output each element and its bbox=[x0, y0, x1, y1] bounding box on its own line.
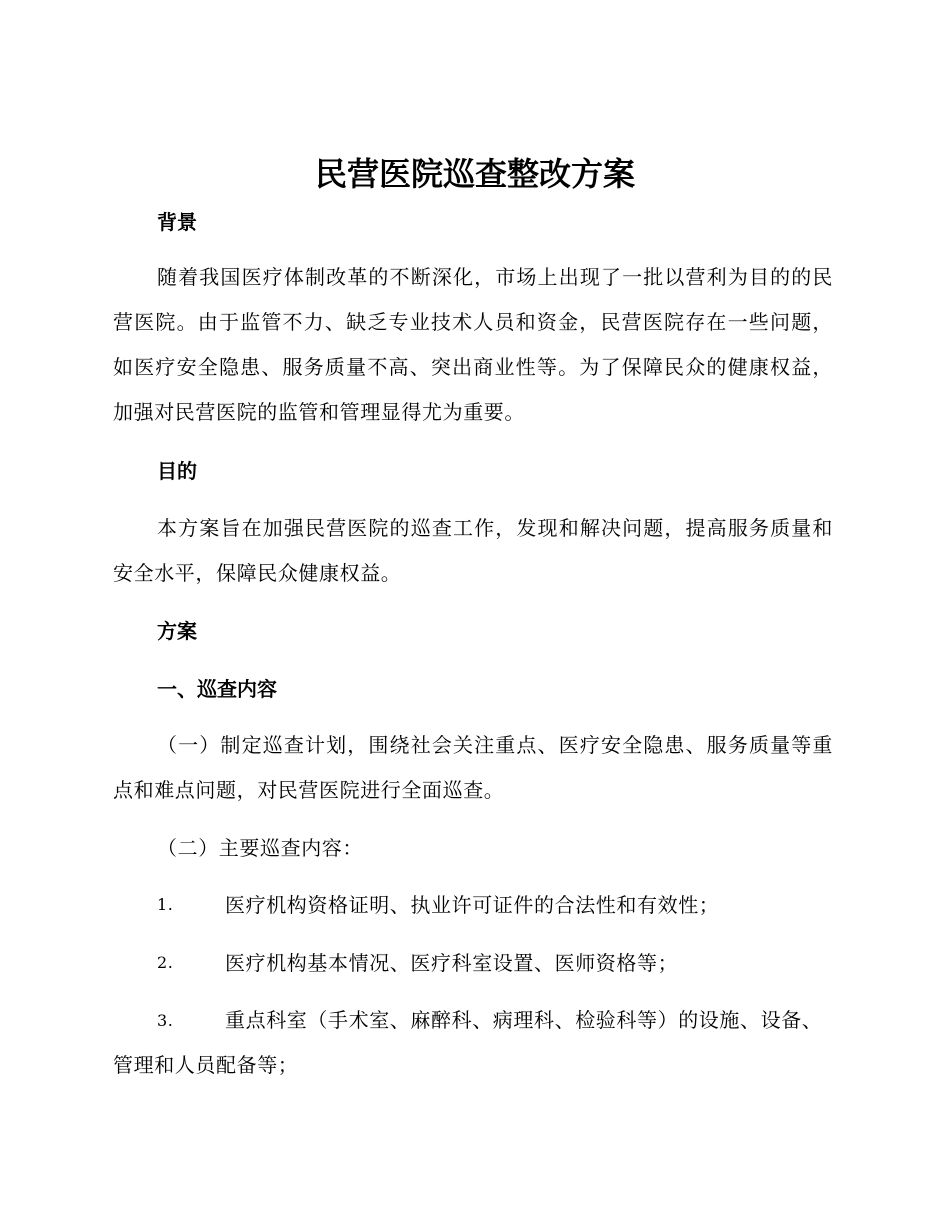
list-number: 1. bbox=[157, 895, 174, 914]
paragraph-background: 随着我国医疗体制改革的不断深化，市场上出现了一批以营利为目的的民营医院。由于监管不力、缺乏专业技术人员和资金，民营医院存在一些问题，如医疗安全隐患、服务质量不高、突出商业性等。为了保障民众的健康权益，加强对民营医院的监管和管理显得尤为重要。 bbox=[113, 265, 833, 424]
paragraph-purpose: 本方案旨在加强民营医院的巡查工作，发现和解决问题，提高服务质量和安全水平，保障民众健康权益。 bbox=[113, 516, 833, 585]
list-item bbox=[113, 992, 833, 1088]
list-number: 2. bbox=[157, 953, 174, 972]
paragraph-main-content: （二）主要巡查内容： bbox=[157, 836, 363, 860]
list-item bbox=[113, 934, 833, 992]
list-item bbox=[113, 876, 833, 934]
list-number: 3. bbox=[157, 1011, 174, 1030]
paragraph-inspection-plan: （一）制定巡查计划，围绕社会关注重点、医疗安全隐患、服务质量等重点和难点问题，对民营医院进行全面巡查。 bbox=[113, 733, 833, 802]
list-text: 医疗机构基本情况、医疗科室设置、医师资格等； bbox=[225, 951, 679, 975]
document-title: 民营医院巡查整改方案 bbox=[314, 155, 635, 193]
heading-inspection-content: 一、巡查内容 bbox=[157, 677, 277, 701]
heading-purpose: 目的 bbox=[157, 459, 197, 483]
heading-plan: 方案 bbox=[157, 619, 197, 643]
list-text: 医疗机构资格证明、执业许可证件的合法性和有效性； bbox=[225, 893, 720, 917]
heading-background: 背景 bbox=[157, 210, 197, 234]
list-text: 重点科室（手术室、麻醉科、病理科、检验科等）的设施、设备、管理和人员配备等； bbox=[113, 1008, 823, 1077]
